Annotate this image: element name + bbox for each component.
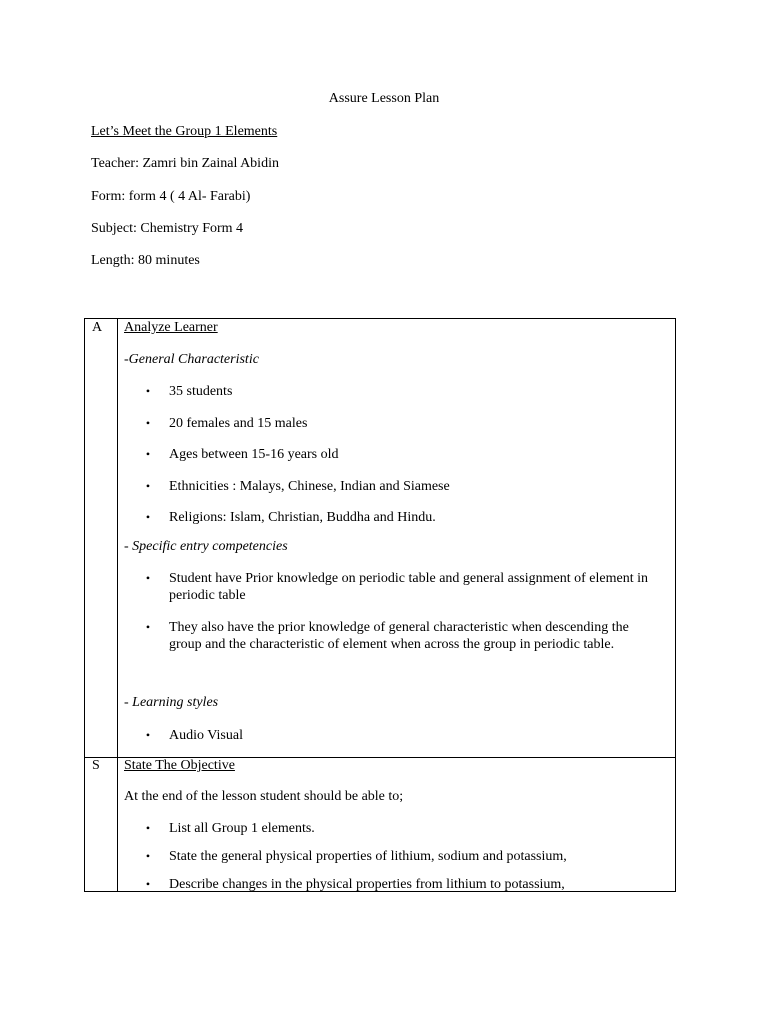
list-item <box>143 619 663 653</box>
list-item-text: List all Group 1 elements. <box>169 821 315 836</box>
list-item-text: Ethnicities : Malays, Chinese, Indian and Siamese <box>169 479 450 494</box>
list-item <box>143 383 663 400</box>
row-letter-s: S <box>92 758 100 773</box>
list-item <box>143 727 663 744</box>
bullet-icon: • <box>145 821 151 835</box>
bullet-icon: • <box>145 479 151 493</box>
list-item-text: State the general physical properties of lithium, sodium and potassium, <box>169 849 567 864</box>
analyze-learner-row <box>85 319 675 757</box>
length-line: Length: 80 minutes <box>91 253 200 268</box>
list-item <box>143 848 663 865</box>
list-item-text: They also have the prior knowledge of general characteristic when descending the group and the characteristic of element when across the group in periodic table. <box>169 620 629 652</box>
bullet-icon: • <box>145 620 151 634</box>
bullet-icon: • <box>145 849 151 863</box>
bullet-icon: • <box>145 571 151 585</box>
lesson-plan-table <box>84 318 676 892</box>
list-item <box>143 509 663 526</box>
page-title: Assure Lesson Plan <box>328 91 440 106</box>
bullet-icon: • <box>145 877 151 891</box>
teacher-line: Teacher: Zamri bin Zainal Abidin <box>91 156 279 171</box>
list-item <box>143 570 663 604</box>
bullet-icon: • <box>145 447 151 461</box>
bullet-icon: • <box>145 728 151 742</box>
state-objective-row <box>85 757 675 892</box>
list-item-text: Describe changes in the physical properties from lithium to potassium, <box>169 877 565 892</box>
list-item-text: 20 females and 15 males <box>169 416 308 431</box>
list-item-text: Student have Prior knowledge on periodic table and general assignment of element in periodic table <box>169 571 648 603</box>
list-item <box>143 446 663 463</box>
bullet-icon: • <box>145 510 151 524</box>
column-divider <box>117 758 118 892</box>
list-item <box>143 876 663 893</box>
row-letter-a: A <box>92 320 103 335</box>
list-item-text: Audio Visual <box>169 728 243 743</box>
state-objective-heading: State The Objective <box>124 758 235 773</box>
analyze-learner-heading: Analyze Learner <box>124 320 218 335</box>
specific-entry-competencies-heading: - Specific entry competencies <box>124 539 288 554</box>
lesson-title: Let’s Meet the Group 1 Elements <box>91 124 278 139</box>
list-item <box>143 820 663 837</box>
list-item-text: Religions: Islam, Christian, Buddha and Hindu. <box>169 510 436 525</box>
subject-line: Subject: Chemistry Form 4 <box>91 221 244 236</box>
bullet-icon: • <box>145 384 151 398</box>
form-line: Form: form 4 ( 4 Al- Farabi) <box>91 189 251 204</box>
bullet-icon: • <box>145 416 151 430</box>
list-item <box>143 415 663 432</box>
list-item-text: Ages between 15-16 years old <box>169 447 339 462</box>
general-characteristic-heading: -General Characteristic <box>124 352 259 367</box>
list-item-text: 35 students <box>169 384 233 399</box>
list-item <box>143 478 663 495</box>
learning-styles-heading: - Learning styles <box>124 695 219 710</box>
objective-intro: At the end of the lesson student should be able to; <box>124 789 404 804</box>
column-divider <box>117 319 118 757</box>
